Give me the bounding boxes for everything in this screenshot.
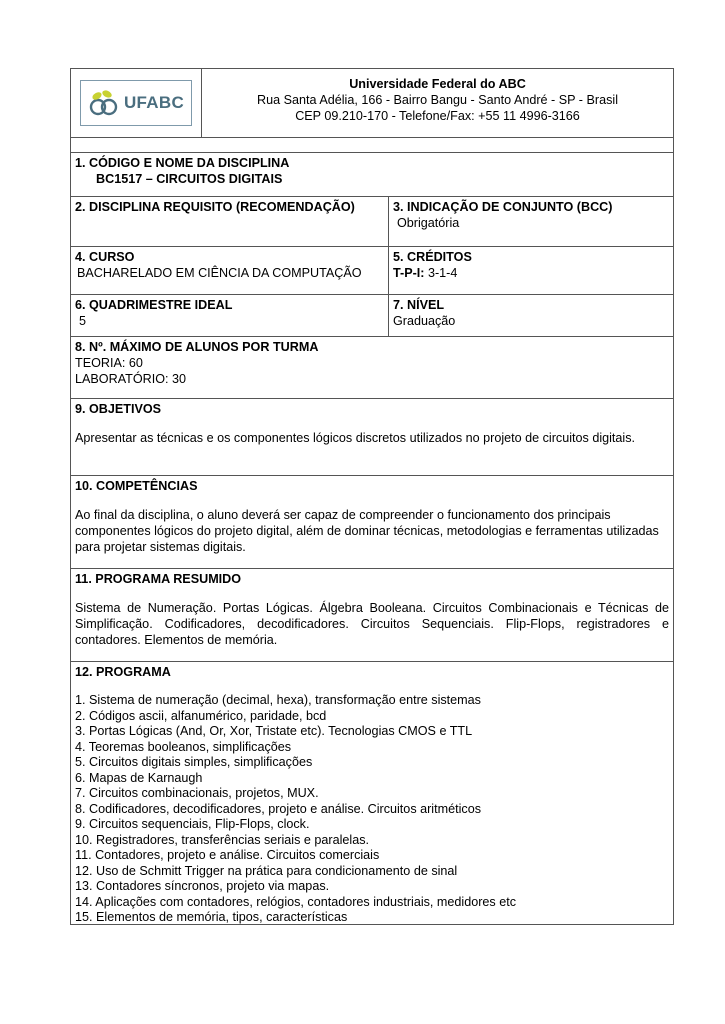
section-8-teoria: TEORIA: 60 bbox=[75, 356, 143, 370]
section-1-title: 1. CÓDIGO E NOME DA DISCIPLINA bbox=[75, 156, 290, 170]
list-item: 6. Mapas de Karnaugh bbox=[75, 770, 203, 785]
section-11-title: 11. PROGRAMA RESUMIDO bbox=[75, 572, 242, 586]
syllabus-document bbox=[70, 68, 674, 925]
section-1-course-code bbox=[70, 153, 674, 197]
section-3-value: Obrigatória bbox=[397, 216, 460, 230]
university-contact: CEP 09.210-170 - Telefone/Fax: +55 11 4996-3166 bbox=[295, 109, 580, 123]
list-item: 7. Circuitos combinacionais, projetos, MUX. bbox=[75, 786, 319, 800]
section-6-value: 5 bbox=[79, 314, 87, 328]
section-8-max-students bbox=[70, 337, 674, 399]
list-item: 15. Elementos de memória, tipos, características bbox=[75, 910, 348, 924]
section-9-title: 9. OBJETIVOS bbox=[75, 402, 162, 416]
section-5-label: T-P-I: bbox=[393, 266, 425, 280]
document-header bbox=[70, 68, 674, 138]
logo-cell bbox=[71, 69, 202, 137]
section-9-objectives bbox=[70, 399, 674, 476]
list-item: 11. Contadores, projeto e análise. Circuitos comerciais bbox=[75, 848, 380, 862]
section-10-text: Ao final da disciplina, o aluno deverá ser capaz de compreender o funcionamento dos principais componentes lógicos do projeto digital, além de dominar técnicas, metodologias e ferramentas utilizadas para projetar sistemas digitais. bbox=[75, 508, 659, 554]
section-5-title: 5. CRÉDITOS bbox=[393, 250, 472, 264]
section-6-title: 6. QUADRIMESTRE IDEAL bbox=[75, 298, 233, 312]
list-item: 2. Códigos ascii, alfanumérico, paridade, bcd bbox=[75, 708, 327, 723]
section-4-5-row bbox=[70, 247, 674, 295]
list-item: 8. Codificadores, decodificadores, projeto e análise. Circuitos aritméticos bbox=[75, 801, 481, 816]
section-12-program bbox=[70, 662, 674, 925]
list-item: 9. Circuitos sequenciais, Flip-Flops, clock. bbox=[75, 817, 310, 831]
section-4-value: BACHARELADO EM CIÊNCIA DA COMPUTAÇÃO bbox=[77, 266, 362, 280]
spacer-row bbox=[70, 138, 674, 153]
section-8-laboratorio: LABORATÓRIO: 30 bbox=[75, 372, 187, 386]
section-2-3-row bbox=[70, 197, 674, 247]
section-11-summary bbox=[70, 569, 674, 662]
section-5-credits bbox=[393, 265, 669, 281]
logo-emblem-icon bbox=[88, 88, 120, 118]
section-11-text: Sistema de Numeração. Portas Lógicas. Álgebra Booleana. Circuitos Combinacionais e Técnicas de Simplificação. Codificadores, decodificadores. Circuitos Sequenciais. Flip-Flops, registradores e contadores. Elementos de memória. bbox=[75, 601, 669, 647]
ufabc-logo bbox=[80, 80, 192, 126]
program-list bbox=[75, 693, 669, 926]
section-6-7-row bbox=[70, 295, 674, 337]
section-2-title: 2. DISCIPLINA REQUISITO (RECOMENDAÇÃO) bbox=[75, 200, 355, 214]
section-8-title: 8. Nº. MÁXIMO DE ALUNOS POR TURMA bbox=[75, 340, 319, 354]
section-5-value: 3-1-4 bbox=[427, 266, 458, 280]
list-item: 12. Uso de Schmitt Trigger na prática para condicionamento de sinal bbox=[75, 863, 458, 878]
section-3-title: 3. INDICAÇÃO DE CONJUNTO (BCC) bbox=[393, 200, 613, 214]
list-item: 13. Contadores síncronos, projeto via mapas. bbox=[75, 879, 330, 893]
list-item: 5. Circuitos digitais simples, simplificações bbox=[75, 755, 313, 769]
section-4-title: 4. CURSO bbox=[75, 250, 135, 264]
list-item: 1. Sistema de numeração (decimal, hexa), transformação entre sistemas bbox=[75, 693, 481, 707]
section-10-title: 10. COMPETÊNCIAS bbox=[75, 479, 198, 493]
logo-text: UFABC bbox=[123, 93, 185, 112]
section-7-value: Graduação bbox=[393, 314, 456, 328]
section-12-title: 12. PROGRAMA bbox=[75, 665, 171, 679]
list-item: 10. Registradores, transferências seriais e paralelas. bbox=[75, 832, 369, 847]
list-item: 4. Teoremas booleanos, simplificações bbox=[75, 739, 292, 754]
section-1-value: BC1517 – CIRCUITOS DIGITAIS bbox=[96, 172, 283, 186]
section-10-competencies bbox=[70, 476, 674, 569]
list-item: 3. Portas Lógicas (And, Or, Xor, Tristate etc). Tecnologias CMOS e TTL bbox=[75, 724, 473, 738]
university-address: Rua Santa Adélia, 166 - Bairro Bangu - Santo André - SP - Brasil bbox=[257, 93, 618, 107]
list-item: 14. Aplicações com contadores, relógios, contadores industriais, medidores etc bbox=[75, 894, 517, 909]
university-info bbox=[202, 69, 673, 137]
university-name: Universidade Federal do ABC bbox=[349, 77, 526, 91]
section-9-text: Apresentar as técnicas e os componentes lógicos discretos utilizados no projeto de circuitos digitais. bbox=[75, 431, 636, 445]
section-7-title: 7. NÍVEL bbox=[393, 298, 445, 312]
